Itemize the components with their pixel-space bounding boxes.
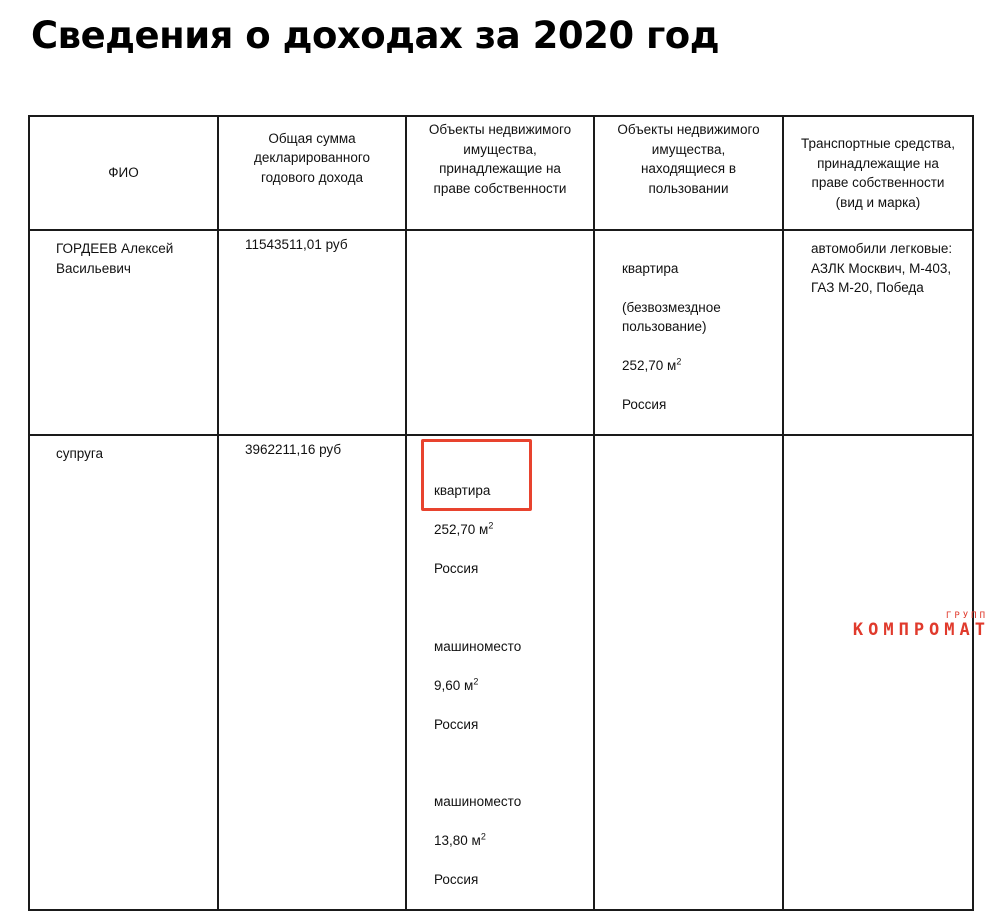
- cell-used-property: [594, 230, 783, 435]
- cell-owned-property: [406, 230, 594, 435]
- header-used-property: Объекты недвижимого имущества, находящиеся в пользовании: [594, 116, 783, 230]
- cell-income: 11543511,01 руб: [218, 230, 406, 435]
- cell-vehicles: [783, 435, 973, 910]
- watermark-logo: ГРУПП КОМПРОМАТ: [852, 611, 990, 640]
- header-income: Общая сумма декларированного годового дохода: [218, 116, 406, 230]
- cell-used-property: [594, 435, 783, 910]
- income-declaration-table: [28, 115, 974, 911]
- property-item: машиноместо 13,80 $м^2$ Россия: [434, 794, 522, 887]
- page-title: Сведения о доходах за 2020 год: [31, 14, 720, 57]
- cell-vehicles: автомобили легковые: АЗЛК Москвич, М-403, ГАЗ М-20, Победа: [783, 230, 973, 435]
- header-vehicles: Транспортные средства, принадлежащие на праве собственности (вид и марка): [783, 116, 973, 230]
- table-row: [29, 435, 973, 910]
- table-row: [29, 230, 973, 435]
- header-owned-property: Объекты недвижимого имущества, принадлежащие на праве собственности: [406, 116, 594, 230]
- cell-income: 3962211,16 руб: [218, 435, 406, 910]
- cell-name: супруга: [29, 435, 218, 910]
- property-item: машиноместо 9,60 $м^2$ Россия: [434, 638, 522, 732]
- cell-name: ГОРДЕЕВ Алексей Васильевич: [29, 230, 218, 435]
- table-header-row: [29, 116, 973, 230]
- cell-owned-property: [406, 435, 594, 910]
- header-fio: ФИО: [29, 116, 218, 230]
- property-item: квартира 252,70 $м^2$ Россия: [434, 442, 583, 598]
- property-item: квартира (безвозмездное пользование) 252,70 $м^2$ Россия: [622, 260, 721, 412]
